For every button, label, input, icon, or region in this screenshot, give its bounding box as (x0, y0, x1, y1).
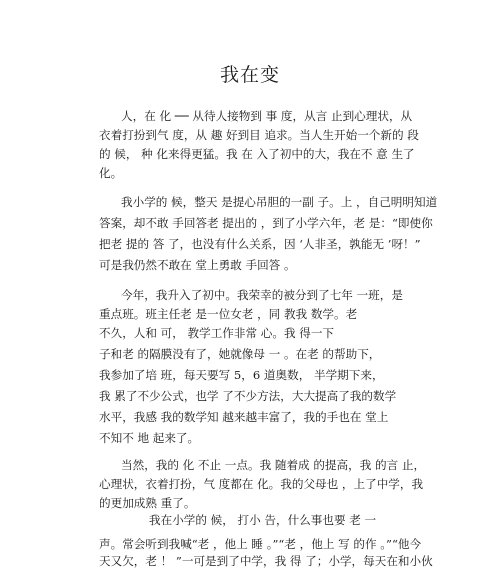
paragraph-1-line-3: 的 候， 种 化来得更猛。我 在 入了初中的大，我在不 意 生了 (99, 147, 415, 161)
paragraph-2-line-1: 我小学的 候，整天 是提心吊胆的一副 子。上 ，自己明明知道 (121, 195, 438, 209)
paragraph-4-line-3: 的更加成熟 重了。 (99, 496, 196, 510)
paragraph-3-line-6: 我 累了不少公式，也学 了不少方法，大大提高了我的数学 (99, 389, 397, 403)
paragraph-2-line-2: 答案，却不敢 手回答老 提出的 ，到了小学六年，老 是：“即使你 (99, 216, 433, 230)
paragraph-3-line-5: 我参加了培 班，每天要写 5，6 道奥数， 半学期下来， (99, 368, 384, 382)
paragraph-5-line-3: 天又欠，老 ！ ”一可是到了中学，我 得 了；小学，每天在和小伙 (99, 554, 433, 568)
paragraph-3-line-1: 今年，我升入了初中。我荣幸的被分到了七年 一班，是 (121, 288, 403, 302)
paragraph-1-line-2: 衣着打扮到气 度，从 趣 好到目 追求。当人生开始一个新的 段 (99, 128, 419, 142)
paragraph-1-line-4: 化。 (99, 166, 123, 180)
paragraph-3-line-7: 水平，我感 我的数学知 越来越丰富了，我的手也在 堂上 (99, 410, 389, 424)
paragraph-3-line-8: 不知不 地 起来了。 (99, 431, 200, 445)
paragraph-5-line-2: 声。常会听到我喊“老 ，他上 睡 。”“老 ，他上 写 的作 。”“他今 (99, 537, 422, 551)
document-title: 我在变 (219, 64, 280, 86)
paragraph-5-line-1: 我在小学的 候， 打小 告，什么事也要 老 一 (149, 513, 377, 527)
paragraph-4-line-1: 当然，我的 化 不止 一点。我 随着成 的提高，我 的言 止， (121, 458, 426, 472)
paragraph-2-line-4: 可是我仍然不敢在 堂上勇敢 手回答 。 (99, 258, 296, 272)
paragraph-1-line-1: 人，在 化 ── 从待人接物到 事 度，从言 止到心理状，从 (121, 109, 413, 123)
paragraph-4-line-2: 心理状，衣着打扮，气 度都在 化。我的父母也 ，上了中学，我 (99, 477, 424, 491)
paragraph-3-line-4: 子和老 的隔膜没有了，她就像母 一 。在老 的帮助下， (99, 347, 381, 361)
paragraph-3-line-2: 重点班。班主任老 是一位女老 ，同 教我 数学。老 (99, 307, 358, 321)
paragraph-3-line-3: 不久，人和 可， 教学工作非常 心。我 得一下 (99, 326, 335, 340)
paragraph-2-line-3: 把老 提的 答 了，也没有什么关系，因 ‘人非圣，孰能无 ’呀！” (99, 237, 421, 251)
